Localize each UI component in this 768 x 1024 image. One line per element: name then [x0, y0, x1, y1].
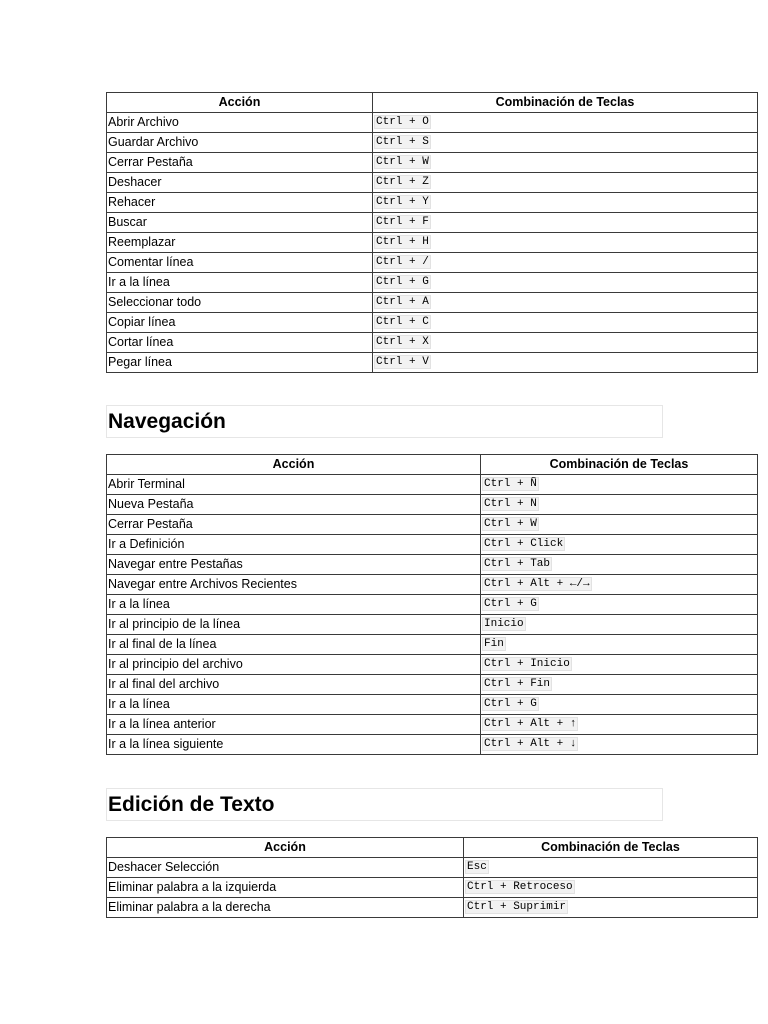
shortcut-cell: [481, 675, 758, 695]
action-cell: Navegar entre Archivos Recientes: [107, 575, 481, 595]
action-cell: Ir a la línea: [107, 695, 481, 715]
action-cell: Deshacer Selección: [107, 858, 464, 878]
key-combination: Ctrl + /: [376, 256, 429, 268]
table-row: [107, 273, 758, 293]
action-cell: Cerrar Pestaña: [107, 153, 373, 173]
shortcut-cell: [481, 515, 758, 535]
action-cell: Ir a la línea: [107, 595, 481, 615]
shortcut-cell: [481, 555, 758, 575]
key-combination: Ctrl + W: [484, 518, 537, 530]
table-header-row: [107, 93, 758, 113]
shortcut-cell: [373, 273, 758, 293]
key-combination: Ctrl + C: [376, 316, 429, 328]
key-combination: Inicio: [484, 618, 524, 630]
action-cell: Buscar: [107, 213, 373, 233]
key-combination: Ctrl + Ñ: [484, 478, 537, 490]
action-cell: Nueva Pestaña: [107, 495, 481, 515]
header-keys: Combinación de Teclas: [464, 838, 758, 858]
table-row: [107, 113, 758, 133]
shortcut-cell: [373, 193, 758, 213]
key-combination: Ctrl + Y: [376, 196, 429, 208]
table-body: [107, 475, 758, 755]
shortcut-cell: [373, 153, 758, 173]
key-combination: Ctrl + Z: [376, 176, 429, 188]
action-cell: Copiar línea: [107, 313, 373, 333]
table-row: [107, 615, 758, 635]
table-header-row: [107, 455, 758, 475]
shortcut-cell: [481, 495, 758, 515]
shortcut-cell: [373, 333, 758, 353]
shortcuts-table-edicion: [106, 837, 758, 918]
shortcut-cell: [373, 213, 758, 233]
action-cell: Abrir Archivo: [107, 113, 373, 133]
action-cell: Navegar entre Pestañas: [107, 555, 481, 575]
key-combination: Ctrl + F: [376, 216, 429, 228]
shortcuts-table-general: [106, 92, 758, 373]
table-row: [107, 193, 758, 213]
key-combination: Ctrl + O: [376, 116, 429, 128]
action-cell: Eliminar palabra a la derecha: [107, 898, 464, 918]
table-row: [107, 635, 758, 655]
key-combination: Ctrl + Inicio: [484, 658, 570, 670]
table-row: [107, 555, 758, 575]
table-row: [107, 253, 758, 273]
table-row: [107, 858, 758, 878]
header-action: Acción: [107, 93, 373, 113]
shortcut-cell: [481, 535, 758, 555]
shortcut-cell: [373, 133, 758, 153]
key-combination: Ctrl + Alt + ←/→: [484, 578, 590, 590]
table-row: [107, 313, 758, 333]
shortcut-cell: [481, 715, 758, 735]
shortcut-cell: [464, 898, 758, 918]
key-combination: Ctrl + Alt + ↑: [484, 718, 577, 730]
action-cell: Rehacer: [107, 193, 373, 213]
action-cell: Seleccionar todo: [107, 293, 373, 313]
shortcut-cell: [373, 253, 758, 273]
shortcut-cell: [373, 113, 758, 133]
key-combination: Ctrl + S: [376, 136, 429, 148]
table-body: [107, 858, 758, 918]
table-row: [107, 233, 758, 253]
table-row: [107, 293, 758, 313]
key-combination: Ctrl + G: [484, 698, 537, 710]
key-combination: Ctrl + Alt + ↓: [484, 738, 577, 750]
action-cell: Ir a la línea siguiente: [107, 735, 481, 755]
key-combination: Ctrl + Retroceso: [467, 881, 573, 893]
table-row: [107, 898, 758, 918]
table-row: [107, 133, 758, 153]
table-row: [107, 153, 758, 173]
action-cell: Guardar Archivo: [107, 133, 373, 153]
section-heading-navegacion: Navegación: [106, 405, 663, 438]
table-row: [107, 475, 758, 495]
action-cell: Eliminar palabra a la izquierda: [107, 878, 464, 898]
action-cell: Comentar línea: [107, 253, 373, 273]
key-combination: Ctrl + W: [376, 156, 429, 168]
key-combination: Ctrl + Fin: [484, 678, 551, 690]
action-cell: Cerrar Pestaña: [107, 515, 481, 535]
table-row: [107, 575, 758, 595]
shortcut-cell: [464, 858, 758, 878]
shortcut-cell: [481, 635, 758, 655]
key-combination: Ctrl + N: [484, 498, 537, 510]
action-cell: Ir al principio de la línea: [107, 615, 481, 635]
key-combination: Ctrl + A: [376, 296, 429, 308]
shortcut-cell: [481, 655, 758, 675]
shortcut-cell: [481, 695, 758, 715]
header-action: Acción: [107, 838, 464, 858]
table-row: [107, 655, 758, 675]
key-combination: Ctrl + G: [376, 276, 429, 288]
key-combination: Ctrl + Tab: [484, 558, 551, 570]
table-row: [107, 515, 758, 535]
table-body: [107, 113, 758, 373]
key-combination: Ctrl + G: [484, 598, 537, 610]
shortcut-cell: [481, 735, 758, 755]
key-combination: Ctrl + X: [376, 336, 429, 348]
key-combination: Fin: [484, 638, 504, 650]
action-cell: Ir al final de la línea: [107, 635, 481, 655]
key-combination: Esc: [467, 861, 487, 873]
action-cell: Cortar línea: [107, 333, 373, 353]
table-row: [107, 495, 758, 515]
key-combination: Ctrl + H: [376, 236, 429, 248]
table-row: [107, 173, 758, 193]
action-cell: Pegar línea: [107, 353, 373, 373]
action-cell: Abrir Terminal: [107, 475, 481, 495]
header-keys: Combinación de Teclas: [373, 93, 758, 113]
shortcut-cell: [481, 615, 758, 635]
table-header-row: [107, 838, 758, 858]
action-cell: Ir a la línea: [107, 273, 373, 293]
table-row: [107, 695, 758, 715]
shortcut-cell: [481, 475, 758, 495]
action-cell: Ir al final del archivo: [107, 675, 481, 695]
key-combination: Ctrl + Click: [484, 538, 564, 550]
table-row: [107, 333, 758, 353]
table-row: [107, 878, 758, 898]
table-row: [107, 535, 758, 555]
action-cell: Ir al principio del archivo: [107, 655, 481, 675]
table-row: [107, 715, 758, 735]
shortcut-cell: [481, 595, 758, 615]
table-row: [107, 675, 758, 695]
action-cell: Ir a la línea anterior: [107, 715, 481, 735]
key-combination: Ctrl + V: [376, 356, 429, 368]
table-row: [107, 353, 758, 373]
header-action: Acción: [107, 455, 481, 475]
shortcut-cell: [373, 313, 758, 333]
action-cell: Ir a Definición: [107, 535, 481, 555]
shortcut-cell: [373, 353, 758, 373]
shortcut-cell: [373, 233, 758, 253]
table-row: [107, 735, 758, 755]
shortcut-cell: [373, 173, 758, 193]
shortcut-cell: [464, 878, 758, 898]
table-row: [107, 213, 758, 233]
shortcut-cell: [481, 575, 758, 595]
action-cell: Reemplazar: [107, 233, 373, 253]
action-cell: Deshacer: [107, 173, 373, 193]
shortcut-cell: [373, 293, 758, 313]
shortcuts-table-navegacion: [106, 454, 758, 755]
key-combination: Ctrl + Suprimir: [467, 901, 567, 913]
header-keys: Combinación de Teclas: [481, 455, 758, 475]
table-row: [107, 595, 758, 615]
section-heading-edicion-de-texto: Edición de Texto: [106, 788, 663, 821]
